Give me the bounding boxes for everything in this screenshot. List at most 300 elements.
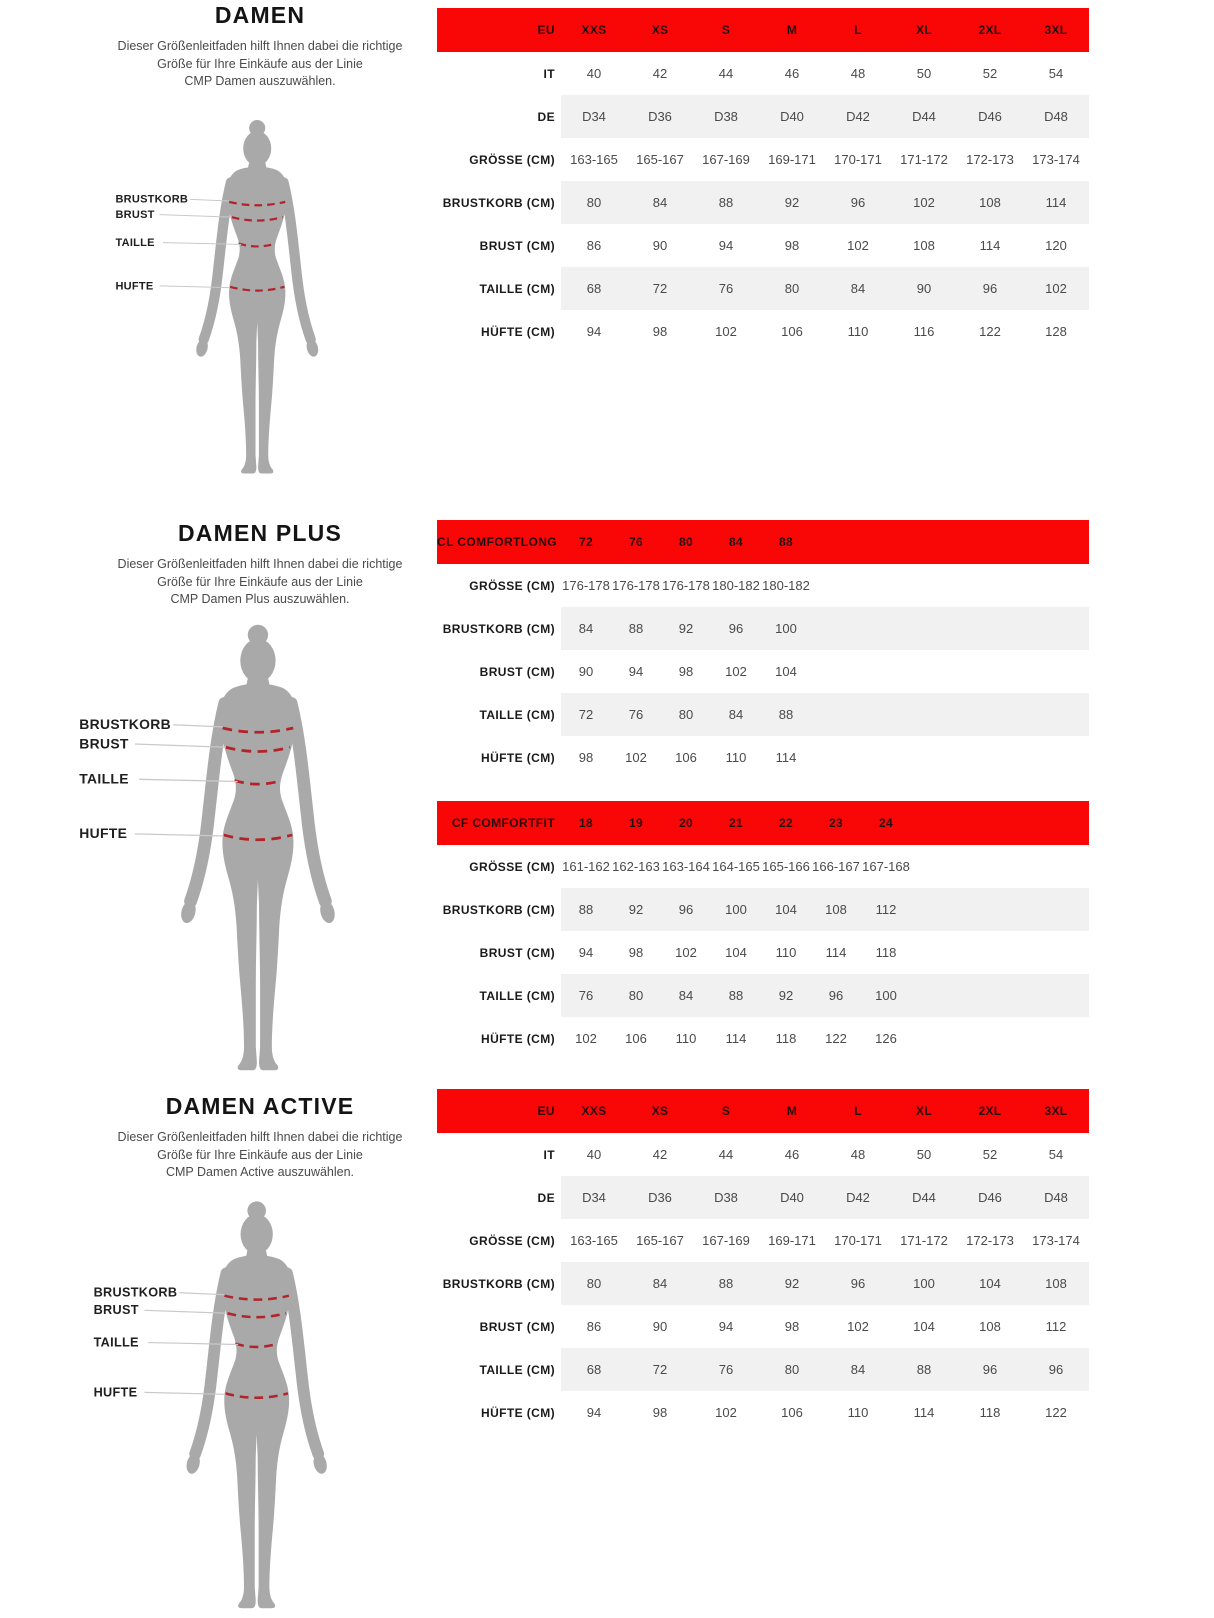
size-value: 94 (718, 1319, 734, 1334)
size-value: 92 (784, 1276, 800, 1291)
row-values (561, 736, 1089, 779)
size-value: 114 (979, 238, 1001, 253)
table-header-label: EU (537, 23, 555, 37)
size-value: 163-165 (570, 152, 618, 167)
table-header-label: CL COMFORTLONG (437, 535, 558, 549)
table-row (437, 974, 1089, 1017)
figure-label-huefte: HUFTE (79, 824, 128, 841)
size-value: D34 (582, 1190, 606, 1205)
row-values (561, 1219, 1089, 1262)
size-value: 104 (775, 664, 797, 679)
section-subtitle (90, 38, 430, 91)
size-value: 88 (718, 1276, 734, 1291)
size-column-header: 18 (579, 816, 593, 830)
size-column-header: 80 (679, 535, 693, 549)
figure-label-brust: BRUST (79, 734, 129, 751)
size-column-header: 3XL (1044, 1104, 1068, 1118)
size-value: 68 (586, 1362, 602, 1377)
table-row (437, 736, 1089, 779)
size-value: 100 (913, 1276, 935, 1291)
row-label: BRUST (CM) (479, 945, 555, 960)
table-row (437, 1219, 1089, 1262)
size-value: 163-164 (662, 859, 710, 874)
size-value: D44 (912, 109, 936, 124)
size-column-header: 84 (729, 535, 743, 549)
size-value: 102 (625, 750, 647, 765)
row-label: BRUST (CM) (479, 238, 555, 253)
size-value: D48 (1044, 109, 1068, 124)
size-value: 54 (1048, 1147, 1064, 1162)
row-label: GRÖSSE (CM) (469, 152, 555, 167)
row-label: IT (543, 1147, 555, 1162)
row-label: IT (543, 66, 555, 81)
size-value: 88 (728, 988, 744, 1003)
size-column-header: XL (916, 23, 932, 37)
size-value: 172-173 (966, 1233, 1014, 1248)
figure-label-taille: TAILLE (93, 1334, 139, 1349)
size-column-header: 3XL (1044, 23, 1068, 37)
size-value: 80 (628, 988, 644, 1003)
row-values (561, 1017, 1089, 1060)
table-header-row (437, 8, 1089, 52)
table-header-values (561, 1089, 1089, 1133)
row-values (561, 650, 1089, 693)
size-value: D48 (1044, 1190, 1068, 1205)
size-column-header: L (854, 1104, 862, 1118)
size-value: 110 (775, 945, 797, 960)
size-value: 84 (652, 195, 668, 210)
size-value: 44 (718, 66, 734, 81)
size-value: 46 (784, 66, 800, 81)
size-value: 40 (586, 66, 602, 81)
size-column-header: 24 (879, 816, 893, 830)
size-value: 100 (875, 988, 897, 1003)
size-value: 88 (718, 195, 734, 210)
size-value: 92 (678, 621, 694, 636)
size-value: 96 (982, 281, 998, 296)
table-row (437, 181, 1089, 224)
section-title: DAMEN PLUS (177, 520, 343, 546)
size-column-header: 22 (779, 816, 793, 830)
table-row (437, 888, 1089, 931)
size-table-comfortfit (437, 801, 1089, 1060)
row-label: HÜFTE (CM) (481, 1405, 555, 1420)
size-value: 112 (875, 902, 897, 917)
row-label: TAILLE (CM) (479, 707, 555, 722)
size-value: 90 (578, 664, 594, 679)
size-value: 110 (847, 1405, 869, 1420)
figure-label-huefte: HUFTE (93, 1384, 138, 1399)
size-value: 170-171 (834, 152, 882, 167)
size-value: 80 (784, 1362, 800, 1377)
size-value: 106 (781, 1405, 803, 1420)
size-value: 122 (825, 1031, 847, 1046)
figure-label-taille: TAILLE (115, 236, 155, 249)
size-value: 102 (847, 1319, 869, 1334)
body-measurement-figure (60, 621, 381, 1081)
figure-label-huefte: HUFTE (115, 279, 154, 292)
size-value: 104 (775, 902, 797, 917)
size-value: 50 (916, 66, 932, 81)
size-value: D34 (582, 109, 606, 124)
row-values (561, 1391, 1089, 1434)
size-value: 120 (1045, 238, 1067, 253)
size-value: 96 (828, 988, 844, 1003)
size-value: D36 (648, 1190, 672, 1205)
size-value: 122 (1045, 1405, 1067, 1420)
size-column-header: XS (651, 23, 669, 37)
row-label: BRUSTKORB (CM) (442, 621, 555, 636)
size-column-header: 2XL (978, 23, 1002, 37)
size-value: 165-166 (762, 859, 810, 874)
size-value: 173-174 (1032, 152, 1080, 167)
row-values (561, 1305, 1089, 1348)
section-subtitle (90, 1129, 430, 1182)
size-value: D44 (912, 1190, 936, 1205)
row-label: TAILLE (CM) (479, 1362, 555, 1377)
size-value: 94 (578, 945, 594, 960)
size-value: 167-169 (702, 152, 750, 167)
row-label: DE (537, 109, 555, 124)
size-column-header: 88 (779, 535, 793, 549)
table-header-row (437, 520, 1089, 564)
row-values (561, 1348, 1089, 1391)
size-value: 90 (652, 1319, 668, 1334)
size-value: 52 (982, 66, 998, 81)
size-value: 170-171 (834, 1233, 882, 1248)
size-column-header: 20 (679, 816, 693, 830)
size-column-header: 2XL (978, 1104, 1002, 1118)
size-value: 176-178 (662, 578, 710, 593)
table-row (437, 564, 1089, 607)
size-value: 114 (825, 945, 847, 960)
row-values (561, 138, 1089, 181)
size-value: 80 (678, 707, 694, 722)
size-value: 46 (784, 1147, 800, 1162)
subtitle-line: Dieser Größenleitfaden hilft Ihnen dabei die richtige (117, 39, 403, 53)
size-value: 169-171 (768, 152, 816, 167)
row-values (561, 1262, 1089, 1305)
size-value: 163-165 (570, 1233, 618, 1248)
table-row (437, 1176, 1089, 1219)
size-column-header: XXS (581, 23, 607, 37)
figure-label-brustkorb: BRUSTKORB (115, 193, 189, 206)
table-row (437, 1391, 1089, 1434)
row-label: DE (537, 1190, 555, 1205)
size-column-header: XL (916, 1104, 932, 1118)
size-value: 80 (586, 195, 602, 210)
section-damen-tables (437, 0, 1214, 482)
row-label: GRÖSSE (CM) (469, 859, 555, 874)
size-value: D46 (978, 1190, 1002, 1205)
table-header-row (437, 801, 1089, 845)
size-value: 108 (979, 195, 1001, 210)
size-value: 88 (916, 1362, 932, 1377)
row-values (561, 888, 1089, 931)
table-row (437, 650, 1089, 693)
table-row (437, 931, 1089, 974)
row-values (561, 845, 1089, 888)
size-value: 104 (725, 945, 747, 960)
size-table-damen-eu (437, 8, 1089, 353)
size-value: 92 (778, 988, 794, 1003)
table-row (437, 95, 1089, 138)
size-value: 84 (578, 621, 594, 636)
subtitle-line: Größe für Ihre Einkäufe aus der Linie (157, 56, 363, 71)
size-value: 94 (586, 324, 602, 339)
size-value: D36 (648, 109, 672, 124)
section-damen-info (0, 0, 437, 482)
size-value: 76 (628, 707, 644, 722)
size-value: 76 (578, 988, 594, 1003)
size-value: 180-182 (762, 578, 810, 593)
table-row (437, 138, 1089, 181)
size-value: 96 (982, 1362, 998, 1377)
size-column-header: M (786, 1104, 798, 1118)
table-row (437, 1017, 1089, 1060)
size-value: D46 (978, 109, 1002, 124)
size-column-header: 21 (729, 816, 743, 830)
row-values (561, 310, 1089, 353)
row-values (561, 931, 1089, 974)
size-value: 84 (678, 988, 694, 1003)
size-column-header: L (854, 23, 862, 37)
size-value: 96 (850, 1276, 866, 1291)
row-label: GRÖSSE (CM) (469, 1233, 555, 1248)
table-row (437, 1133, 1089, 1176)
section-damen-active-info (0, 1085, 437, 1618)
row-label: BRUST (CM) (479, 1319, 555, 1334)
size-value: 104 (913, 1319, 935, 1334)
table-row (437, 1262, 1089, 1305)
size-value: 48 (850, 1147, 866, 1162)
size-value: 118 (775, 1031, 797, 1046)
subtitle-line: CMP Damen auszuwählen. (184, 74, 336, 88)
size-value: 40 (586, 1147, 602, 1162)
size-value: 90 (652, 238, 668, 253)
size-value: 110 (675, 1031, 697, 1046)
row-values (561, 974, 1089, 1017)
size-value: 86 (586, 1319, 602, 1334)
figure-label-brustkorb: BRUSTKORB (93, 1285, 178, 1300)
row-label: HÜFTE (CM) (481, 324, 555, 339)
size-value: 54 (1048, 66, 1064, 81)
subtitle-line: Größe für Ihre Einkäufe aus der Linie (157, 1147, 363, 1162)
table-header-label: EU (537, 1104, 555, 1118)
table-row (437, 267, 1089, 310)
size-value: 92 (784, 195, 800, 210)
size-value: D40 (780, 1190, 804, 1205)
size-value: 96 (728, 621, 744, 636)
size-value: 167-169 (702, 1233, 750, 1248)
size-value: 98 (652, 324, 668, 339)
row-values (561, 564, 1089, 607)
size-value: 173-174 (1032, 1233, 1080, 1248)
size-value: 108 (979, 1319, 1001, 1334)
size-table-damen-active-eu (437, 1089, 1089, 1434)
size-value: 80 (586, 1276, 602, 1291)
row-label: BRUST (CM) (479, 664, 555, 679)
size-value: 172-173 (966, 152, 1014, 167)
figure-label-brust: BRUST (93, 1302, 139, 1317)
row-values (561, 1133, 1089, 1176)
size-column-header: S (721, 1104, 731, 1118)
size-value: 96 (850, 195, 866, 210)
body-measurement-figure (100, 117, 355, 482)
size-value: 84 (850, 281, 866, 296)
subtitle-line: Dieser Größenleitfaden hilft Ihnen dabei die richtige (117, 557, 403, 571)
size-value: 162-163 (612, 859, 660, 874)
section-damen-plus (0, 512, 1214, 1081)
size-value: 48 (850, 66, 866, 81)
size-value: 88 (628, 621, 644, 636)
size-value: 88 (578, 902, 594, 917)
size-value: 106 (625, 1031, 647, 1046)
size-value: 102 (715, 1405, 737, 1420)
table-header-values (561, 520, 1089, 564)
size-value: D42 (846, 109, 870, 124)
size-value: 108 (825, 902, 847, 917)
row-values (561, 607, 1089, 650)
section-damen (0, 0, 1214, 482)
size-value: 108 (913, 238, 935, 253)
subtitle-line: CMP Damen Plus auszuwählen. (170, 592, 350, 606)
size-value: 50 (916, 1147, 932, 1162)
size-value: 102 (675, 945, 697, 960)
size-value: 171-172 (900, 1233, 948, 1248)
size-value: 96 (1048, 1362, 1064, 1377)
size-value: 44 (718, 1147, 734, 1162)
section-subtitle (90, 556, 430, 609)
size-value: D38 (714, 109, 738, 124)
row-label: BRUSTKORB (CM) (442, 902, 555, 917)
subtitle-line: Dieser Größenleitfaden hilft Ihnen dabei die richtige (117, 1130, 403, 1144)
size-value: 98 (678, 664, 694, 679)
size-value: 100 (725, 902, 747, 917)
size-value: 102 (575, 1031, 597, 1046)
size-value: 42 (652, 66, 668, 81)
row-label: HÜFTE (CM) (481, 1031, 555, 1046)
figure-label-taille: TAILLE (79, 770, 129, 787)
subtitle-line: CMP Damen Active auszuwählen. (165, 1165, 355, 1179)
size-value: 165-167 (636, 1233, 684, 1248)
table-header-label: CF COMFORTFIT (451, 816, 555, 830)
table-header-row (437, 1089, 1089, 1133)
size-value: 165-167 (636, 152, 684, 167)
size-value: 114 (775, 750, 797, 765)
size-column-header: 23 (829, 816, 843, 830)
size-value: 176-178 (562, 578, 610, 593)
section-damen-active-tables (437, 1085, 1214, 1618)
figure-label-brustkorb: BRUSTKORB (79, 715, 171, 732)
size-value: 167-168 (862, 859, 910, 874)
size-value: 122 (979, 324, 1001, 339)
size-value: 114 (1045, 195, 1067, 210)
size-value: 102 (1045, 281, 1067, 296)
size-value: 108 (1045, 1276, 1067, 1291)
size-value: 102 (913, 195, 935, 210)
size-value: 72 (652, 1362, 668, 1377)
size-value: 118 (875, 945, 897, 960)
size-value: 166-167 (812, 859, 860, 874)
body-measurement-figure (76, 1198, 369, 1618)
size-value: 176-178 (612, 578, 660, 593)
size-value: 88 (778, 707, 794, 722)
size-column-header: 72 (579, 535, 593, 549)
size-value: 68 (586, 281, 602, 296)
table-row (437, 224, 1089, 267)
size-value: 94 (718, 238, 734, 253)
size-value: D42 (846, 1190, 870, 1205)
row-values (561, 693, 1089, 736)
size-column-header: XXS (581, 1104, 607, 1118)
size-column-header: 19 (629, 816, 643, 830)
size-value: 92 (628, 902, 644, 917)
size-value: 110 (847, 324, 869, 339)
size-value: 98 (628, 945, 644, 960)
size-value: 126 (875, 1031, 897, 1046)
size-value: 72 (578, 707, 594, 722)
size-value: 128 (1045, 324, 1067, 339)
table-row (437, 1348, 1089, 1391)
section-damen-plus-info (0, 512, 437, 1081)
size-value: 84 (728, 707, 744, 722)
size-value: 80 (784, 281, 800, 296)
size-value: 118 (979, 1405, 1001, 1420)
table-row (437, 1305, 1089, 1348)
size-value: 161-162 (562, 859, 610, 874)
row-values (561, 267, 1089, 310)
row-label: GRÖSSE (CM) (469, 578, 555, 593)
size-value: 106 (675, 750, 697, 765)
size-value: 180-182 (712, 578, 760, 593)
row-values (561, 181, 1089, 224)
row-values (561, 224, 1089, 267)
size-value: 102 (847, 238, 869, 253)
size-value: 76 (718, 281, 734, 296)
size-value: 102 (715, 324, 737, 339)
section-damen-active (0, 1085, 1214, 1618)
size-value: 114 (725, 1031, 747, 1046)
table-row (437, 607, 1089, 650)
size-value: 98 (784, 1319, 800, 1334)
size-value: 164-165 (712, 859, 760, 874)
table-row (437, 310, 1089, 353)
size-value: 104 (979, 1276, 1001, 1291)
row-values (561, 52, 1089, 95)
size-column-header: S (721, 23, 731, 37)
size-value: 110 (725, 750, 747, 765)
size-value: 102 (725, 664, 747, 679)
row-label: BRUSTKORB (CM) (442, 1276, 555, 1291)
size-value: 106 (781, 324, 803, 339)
size-value: 84 (652, 1276, 668, 1291)
size-value: 116 (913, 324, 935, 339)
size-value: 171-172 (900, 152, 948, 167)
size-value: 98 (652, 1405, 668, 1420)
size-column-header: M (786, 23, 798, 37)
size-value: 86 (586, 238, 602, 253)
section-title: DAMEN ACTIVE (165, 1093, 355, 1119)
table-row (437, 845, 1089, 888)
row-label: BRUSTKORB (CM) (442, 195, 555, 210)
row-values (561, 1176, 1089, 1219)
section-damen-plus-tables (437, 512, 1214, 1081)
size-value: 84 (850, 1362, 866, 1377)
size-value: 42 (652, 1147, 668, 1162)
size-value: 96 (678, 902, 694, 917)
section-title: DAMEN (214, 2, 306, 28)
